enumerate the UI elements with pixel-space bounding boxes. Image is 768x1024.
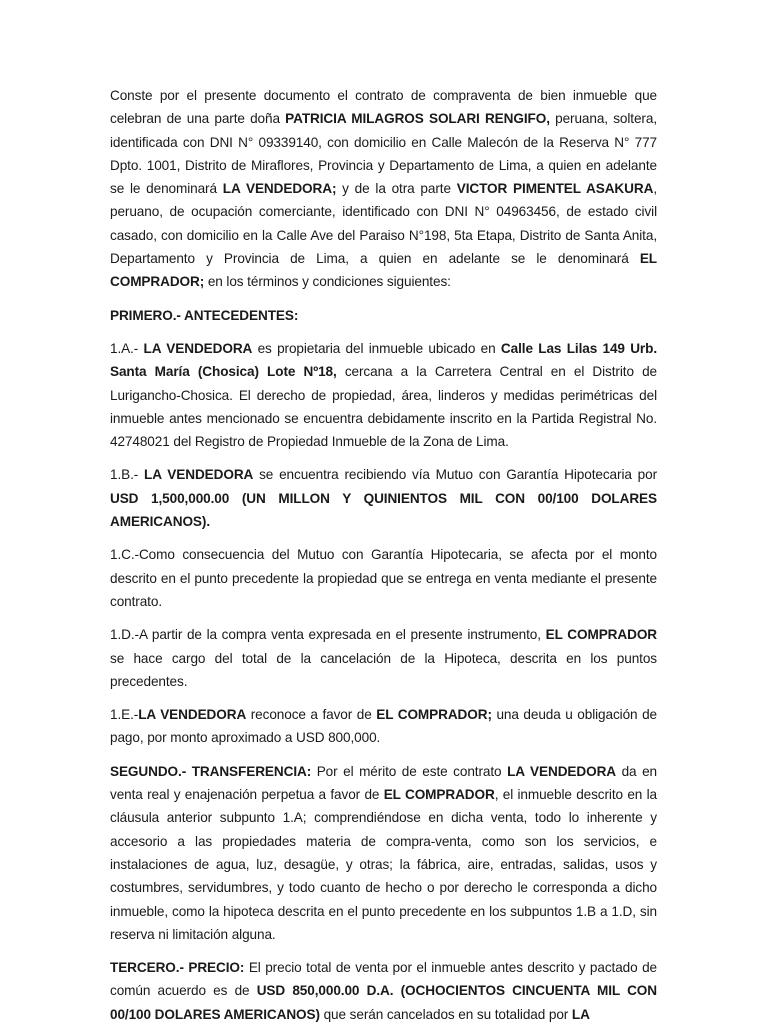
bold-text: SEGUNDO.- TRANSFERENCIA: [110,763,312,779]
text-run: es propietaria del inmueble ubicado en [252,340,501,356]
bold-text: Calle Las Lilas 149 Urb. Santa María (Chosica) Lote Nº18, [110,340,658,380]
text-run: una deuda u obligación de pago, por monto aproximado a USD 800,000. [110,707,658,746]
text-run: en los términos y condiciones siguientes: [204,274,451,290]
text-run: Por el mérito de este contrato [311,763,508,779]
paragraph-clause-1d [110,623,657,693]
paragraph-clause-1a [110,337,657,453]
text-run: da en venta real y enajenación perpetua a favor de [110,763,657,803]
paragraph-clause-1c [110,543,657,613]
text-run: , peruano, de ocupación comerciante, identificado con DNI N° 04963456, de estado civil casado, con domicilio en la Calle Ave del Paraiso N°198, 5ta Etapa, Distrito de Santa Anita, Departamento y Provincia de Lima, a quien en adelante se le denominará [110,181,657,267]
bold-text: LA VENDEDORA; [222,181,337,197]
text-run: reconoce a favor de [246,707,377,723]
paragraph-segundo [110,760,657,946]
text-run: 1.E.- [110,707,139,723]
paragraph-primero-heading [110,304,657,327]
bold-text: LA VENDEDORA [143,340,253,356]
paragraph-clause-1b [110,463,657,533]
bold-text: EL COMPRADOR [545,627,658,643]
text-run: 1.C.-Como consecuencia del Mutuo con Garantía Hipotecaria, se afecta por el monto descrito en el punto precedente la propiedad que se entrega en venta mediante el presente contrato. [110,547,657,609]
bold-text: EL COMPRADOR [383,787,495,803]
bold-text: USD 1,500,000.00 (UN MILLON Y QUINIENTOS MIL CON 00/100 DOLARES AMERICANOS). [110,490,657,530]
paragraph-clause-1e [110,703,657,750]
bold-text: LA VENDEDORA [144,467,254,483]
text-run: se encuentra recibiendo vía Mutuo con Garantía Hipotecaria por [253,467,658,483]
bold-text: PRIMERO.- ANTECEDENTES: [110,307,299,323]
document-body [110,84,657,1024]
text-run: peruana, soltera, identificada con DNI N° 09339140, con domicilio en Calle Malecón de la Reserva N° 777 Dpto. 1001, Distrito de Miraflores, Provincia y Departamento de Lima, a quien en adelante se le denominará [110,111,657,197]
text-run: 1.A.- [110,340,144,356]
text-run: 1.B.- [110,467,145,483]
bold-text: VICTOR PIMENTEL ASAKURA [456,181,654,197]
bold-text: LA VENDEDORA [507,763,617,779]
bold-text: LA VENDEDORA [138,707,247,723]
text-run: 1.D.-A partir de la compra venta expresada en el presente instrumento, [110,627,546,643]
text-run: El precio total de venta por el inmueble antes descrito y pactado de común acuerdo es de [110,960,657,999]
text-run: que serán cancelados en su totalidad por [319,1006,572,1022]
text-run: cercana a la Carretera Central en el Distrito de Lurigancho-Chosica. El derecho de propiedad, área, linderos y medidas perimétricas del inmueble antes mencionado se encuentra debidamente inscrito en la Partida Registral No. 42748021 del Registro de Propiedad Inmueble de la Zona de Lima. [110,364,657,450]
bold-text: EL COMPRADOR; [376,707,492,723]
text-run: , el inmueble descrito en la cláusula anterior subpunto 1.A; comprendiéndose en dicha venta, todo lo inherente y accesorio a las propiedades materia de compra-venta, como son los servicios, e instalaciones de agua, luz, desagüe, y otras; la fábrica, aire, entradas, salidas, usos y costumbres, servidumbres, y todo cuanto de hecho o por derecho le corresponda a dicho inmueble, como la hipoteca descrita en el punto precedente en los subpuntos 1.B a 1.D, sin reserva ni limitación alguna. [110,787,657,942]
bold-text: USD 850,000.00 D.A. (OCHOCIENTOS CINCUENTA MIL CON 00/100 DOLARES AMERICANOS) [110,983,657,1022]
bold-text: EL COMPRADOR; [110,251,657,290]
bold-text: LA [571,1006,590,1022]
bold-text: PATRICIA MILAGROS SOLARI RENGIFO, [285,111,550,127]
bold-text: TERCERO.- PRECIO: [110,960,245,976]
paragraph-intro [110,84,657,294]
paragraph-tercero [110,956,657,1024]
text-run: se hace cargo del total de la cancelación de la Hipoteca, descrita en los puntos precedentes. [110,650,657,689]
text-run: Conste por el presente documento el contrato de compraventa de bien inmueble que celebran de una parte doña [110,88,657,127]
text-run: y de la otra parte [336,181,457,197]
